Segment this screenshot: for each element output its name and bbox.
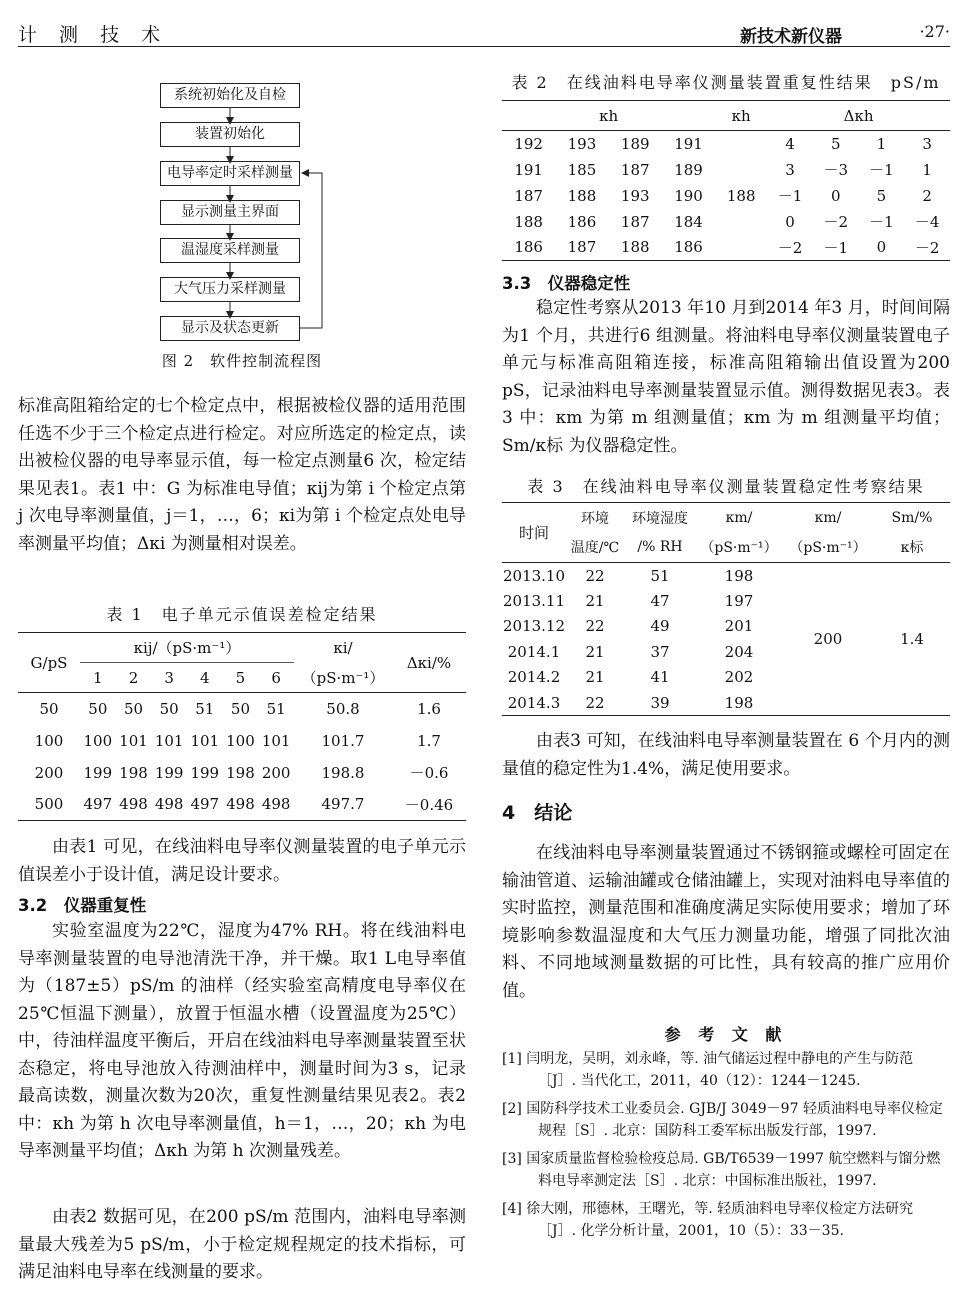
table-cell: 5 [830,134,841,153]
table-row [18,725,466,757]
table-header: 环境湿度 [632,510,688,527]
table1 [18,632,466,821]
table-cell: 498 [119,795,148,814]
table-header: 5 [235,668,246,687]
reference-item: [1] 闫明龙，吴明，刘永峰，等. 油气储运过程中静电的产生与防范［J］. 当代化工，2011，40（12）：1244－1245. [502,1051,914,1089]
table-cell: －0.6 [409,764,449,782]
table-cell: 49 [650,617,670,636]
table-cell: 1.7 [417,731,441,750]
table-header: κ标 [900,540,924,557]
section-heading: 4 结论 [502,802,573,824]
table-cell: 2014.2 [507,668,561,687]
table-header: 温度/℃ [570,540,620,557]
table-cell: 2 [922,186,932,205]
table-cell: 101 [261,731,291,750]
table-cell: 188 [726,186,756,205]
table-cell: 4 [785,134,795,153]
table1-caption: 表 1 电子单元示值误差检定结果 [106,605,378,624]
table-cell: 197 [724,591,754,610]
table-header: Δκh [843,106,874,125]
table-row [18,693,466,725]
table-cell: 188 [620,238,650,257]
table-cell: 50.8 [326,699,360,718]
table-cell: 497.7 [321,795,365,814]
table-cell: 199 [83,763,113,782]
table-cell: 51 [195,699,215,718]
table-header: （pS·m⁻¹） [301,668,385,687]
table-cell: 498 [226,795,255,814]
table-cell: 198.8 [321,763,365,782]
flow-step: 装置初始化 [160,122,300,147]
table-cell: －1 [869,161,894,179]
table-cell: 41 [650,668,670,687]
table-cell: 201 [724,617,754,636]
table-cell: 199 [190,763,220,782]
table-cell: 50 [123,699,144,718]
table-cell: 186 [567,212,597,231]
flow-step: 温湿度采样测量 [160,238,300,263]
flow-step: 显示及状态更新 [160,316,300,341]
table-cell: 47 [650,591,670,610]
table-cell: 100 [226,731,255,750]
table-row [502,563,950,589]
table-header: 时间 [502,503,566,563]
paragraph: 在线油料电导率测量装置通过不锈钢箍或螺栓可固定在输油管道、运输油罐或仓储油罐上，实现对油料电导率值的实时监控，测量范围和准确度满足实际使用要求；增加了环境影响参数温湿度和大气压力测量功能，增强了同批次油料、不同地域测量数据的可比性，具有较高的推广应用价值。 [502,843,950,1001]
table-cell: 186 [674,238,703,257]
table-cell: 51 [650,566,670,585]
table-header: κh [599,106,619,125]
section-heading: 3.2 仪器重复性 [18,896,147,915]
reference-list [502,1048,950,1248]
table-cell: 21 [585,591,605,610]
table-header: 2 [128,668,139,687]
table-header: 1 [93,668,103,687]
table-header: 6 [271,668,281,687]
table-cell: 51 [266,699,286,718]
table-cell: 198 [119,763,148,782]
table-cell: 187 [620,212,650,231]
table-header: κm/ [725,509,753,526]
table-cell: 101.7 [321,731,365,750]
table-cell: 50 [39,699,59,718]
table-header: κi/ [333,638,353,657]
table-cell: 188 [514,212,543,231]
table-cell: 39 [650,693,670,712]
table2 [502,100,950,261]
table-cell: 193 [620,186,650,205]
table-cell: 101 [119,731,148,750]
table-cell: 186 [514,238,543,257]
table3-caption: 表 3 在线油料电导率仪测量装置稳定性考察结果 [527,477,925,496]
section-name: 新技术新仪器 [740,27,842,47]
table-cell: 100 [83,731,113,750]
paragraph: 由表1 可见，在线油料电导率仪测量装置的电子单元示值误差小于设计值，满足设计要求。 [18,837,466,885]
table-cell: 500 [34,795,64,814]
table-cell: 3 [785,160,795,179]
table-cell: 37 [650,642,670,661]
table-cell: 200 [261,763,291,782]
reference-item: [3] 国家质量监督检验检疫总局. GB/T6539－1997 航空燃料与馏分燃料电导率测定法［S］. 北京：中国标准出版社，1997. [502,1151,941,1189]
table2-caption: 表 2 在线油料电导率仪测量装置重复性结果 pS/m [511,73,941,92]
flow-step: 显示测量主界面 [160,200,300,225]
table-cell: 204 [724,642,754,661]
table-row [18,789,466,821]
table-cell: 21 [585,668,605,687]
table-cell: 22 [585,617,605,636]
table-cell: －2 [823,213,848,231]
table-cell: 5 [876,186,887,205]
table-cell: 187 [567,238,597,257]
table-cell: －1 [869,213,894,231]
table-cell: 199 [154,763,184,782]
table-cell: 191 [674,134,703,153]
table-cell: 1.6 [417,699,441,718]
table-header: /% RH [637,539,683,556]
table-row [502,131,950,157]
paragraph: 实验室温度为22℃，湿度为47% RH。将在线油料电导率测量装置的电导池清洗干净，并干燥。取1 L电导率值为（187±5）pS/m 的油样（经实验室高精度电导率仪在 25℃恒温下测量），放置于恒温水槽（设置温度为25℃）中，待油样温度平衡后，开启在线油料电导率测量装置至状态稳定，将电导池放入待测油样中，测量时间为3 s，记录最高读数，测量次数为20次，重复性测量结果见表2。表2 中：κh 为第 h 次电导率测量值，h＝1，…，20；κh 为电导率测量平均值；Δκh 为第 h 次测量残差。 [18,921,466,1161]
flow-step: 电导率定时采样测量 [160,161,300,186]
table-cell: 0 [785,212,795,231]
table-header: （pS·m⁻¹） [789,540,867,557]
table-header: κh [731,106,751,125]
table-cell: －2 [914,238,940,257]
journal-name: 计 测 技 术 [18,24,169,46]
table-cell: －1 [823,238,848,257]
table-cell: 187 [620,160,650,179]
table-cell: 187 [514,186,543,205]
table-cell: －4 [914,213,940,231]
table-header: Sm/% [891,509,933,526]
table-cell: 192 [514,134,543,153]
table-cell: 190 [674,186,703,205]
table-cell: 189 [620,134,650,153]
table-cell: 2014.3 [507,693,561,712]
table-cell: 101 [154,731,184,750]
table-cell: 50 [159,699,179,718]
table-cell: 2013.12 [502,617,566,636]
table-header: κm/ [814,509,842,526]
table-cell: 1.4 [900,630,924,648]
table-cell: 22 [585,693,605,712]
table-cell: 50 [88,699,108,718]
table-cell: 100 [34,731,64,750]
table-header: G/pS [18,633,80,693]
table-cell: 198 [724,566,754,585]
table-cell: 198 [226,763,255,782]
table-cell: －3 [823,161,848,179]
table-cell: 3 [922,134,932,153]
paragraph: 稳定性考察从2013 年10 月到2014 年3 月，时间间隔为1 个月，共进行6 组测量。将油料电导率仪测量装置电子单元与标准高阻箱连接，标准高阻箱输出值设置为200 pS，记录油料电导率测量装置显示值。测得数据见表3。表3 中：κm 为第 m 组测量值；κm 为 m 组测量平均值；Sm/κ标 为仪器稳定性。 [502,298,950,456]
table-cell: 1 [922,160,932,179]
reference-item: [4] 徐大刚，邢德林，王曙光，等. 轻质油料电导率仪检定方法研究［J］. 化学分析计量，2001，10（5）：33－35. [502,1201,914,1239]
reference-item: [2] 国防科学技术工业委员会. GJB/J 3049－97 轻质油料电导率仪检定规程［S］. 北京：国防科工委军标出版发行部，1997. [502,1101,943,1139]
table-cell: －1 [777,187,803,205]
table-cell: 184 [674,212,703,231]
table-cell: 498 [261,795,291,814]
flow-step: 大气压力采样测量 [160,277,300,302]
table-cell: 2014.1 [507,642,561,661]
table-cell: 21 [585,642,605,661]
table-cell: 200 [813,630,843,648]
flow-step: 系统初始化及自检 [160,83,300,108]
table-cell: 2013.11 [502,591,566,610]
page-number: ·27· [919,22,950,41]
table-cell: 50 [230,699,250,718]
table-cell: 497 [83,795,113,814]
table-cell: 193 [567,134,597,153]
table-cell: 189 [674,160,703,179]
table-cell: 200 [34,763,64,782]
section-heading: 3.3 仪器稳定性 [502,274,631,293]
table-cell: 497 [190,795,220,814]
table-cell: 101 [190,731,220,750]
table-cell: 1 [876,134,887,153]
flow-arrows [160,80,340,350]
table-cell: 188 [567,186,597,205]
paragraph: 由表3 可知，在线油料电导率测量装置在 6 个月内的测量值的稳定性为1.4%，满足使用要求。 [502,731,950,779]
table-header: （pS·m⁻¹） [700,540,778,557]
table-cell: 191 [514,160,543,179]
references-title: 参 考 文 献 [664,1025,788,1044]
table-row [18,757,466,789]
table-cell: 498 [154,795,184,814]
table-cell: 22 [585,566,605,585]
table-cell: 198 [724,693,754,712]
table-header: 环境 [581,510,609,527]
table-header: κij/（pS·m⁻¹） [80,633,294,663]
table-header: 3 [164,668,174,687]
paragraph: 由表2 数据可见，在200 pS/m 范围内，油料电导率测量最大残差为5 pS/m，小于检定规程规定的技术指标，可满足油料电导率在线测量的要求。 [18,1207,466,1282]
paragraph: 标准高阻箱给定的七个检定点中，根据被检仪器的适用范围任选不少于三个检定点进行检定。对应所选定的检定点，读出被检仪器的电导率显示值，每一检定点测量6 次，检定结果见表1。表1 中：G 为标准电导值；κij为第 i 个检定点第 j 次电导率测量值，j＝1，…，6；κi为第 i 个检定点处电导率测量平均值；Δκi 为测量相对误差。 [18,396,466,554]
table-header: Δκi/% [392,633,466,693]
figure-caption: 图 2 软件控制流程图 [161,352,323,370]
table-header: 4 [200,668,210,687]
table-cell: 202 [724,668,754,687]
table-cell: 185 [567,160,597,179]
table-cell: 2013.10 [502,566,566,585]
running-header [18,16,950,47]
table-cell: 0 [830,186,841,205]
table-cell: 0 [876,238,887,257]
table-cell: －0.46 [404,795,454,814]
table-cell: －2 [777,238,803,257]
table3 [502,502,950,716]
